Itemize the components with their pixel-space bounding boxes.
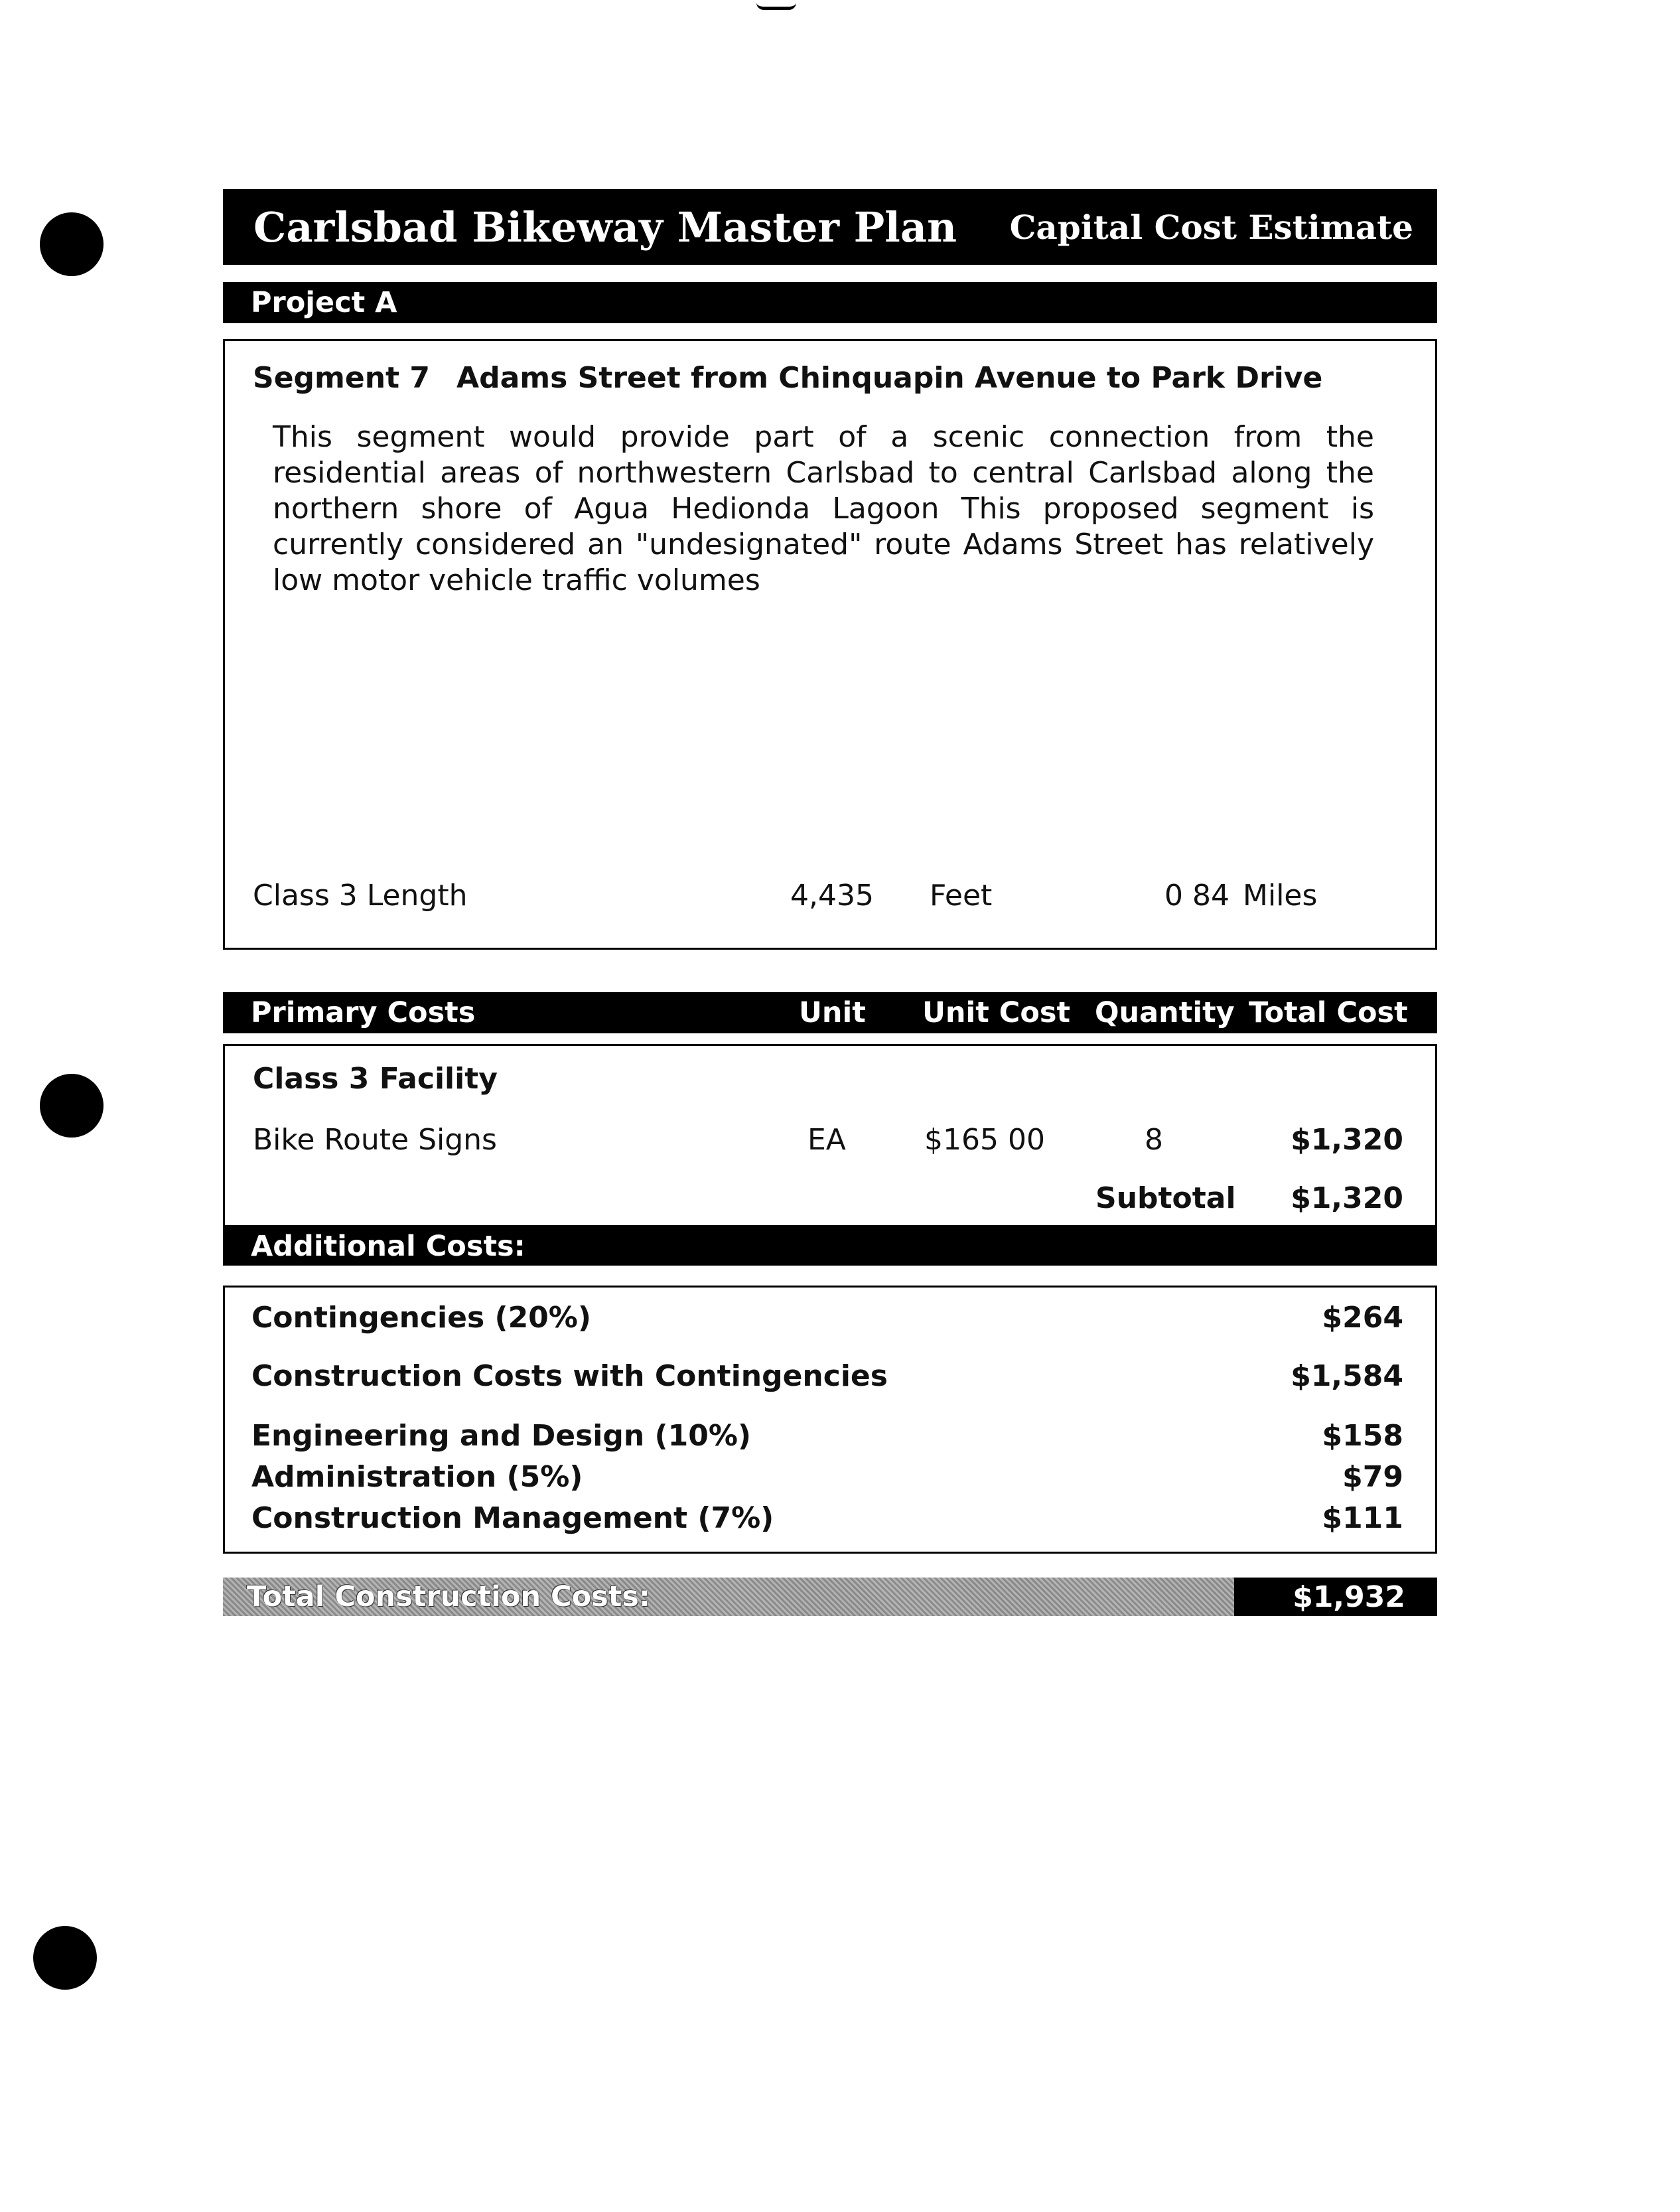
segment-heading bbox=[253, 361, 1322, 395]
segment-number: Segment 7 bbox=[253, 361, 431, 395]
cost-row-label: Contingencies (20%) bbox=[251, 1301, 591, 1335]
cost-row-engineering bbox=[251, 1419, 1403, 1453]
length-feet-value: 4,435 bbox=[790, 879, 874, 913]
title-bar bbox=[223, 189, 1437, 265]
column-quantity: Quantity bbox=[1095, 996, 1235, 1029]
cost-row-value: $1,584 bbox=[1291, 1359, 1403, 1393]
cost-row-value: $79 bbox=[1342, 1460, 1403, 1494]
length-miles-unit: Miles bbox=[1243, 879, 1318, 913]
cost-row-value: $264 bbox=[1322, 1301, 1403, 1335]
cost-row-administration bbox=[251, 1460, 1403, 1494]
additional-costs-box bbox=[223, 1286, 1437, 1554]
facility-label: Class 3 Facility bbox=[253, 1062, 498, 1096]
cost-row-contingencies bbox=[251, 1301, 1403, 1335]
total-label: Total Construction Costs: bbox=[223, 1578, 1234, 1616]
item-unit-cost: $165 00 bbox=[924, 1123, 1045, 1157]
punch-hole-middle bbox=[40, 1074, 104, 1138]
total-bar bbox=[223, 1578, 1437, 1616]
cost-row-label: Engineering and Design (10%) bbox=[251, 1419, 752, 1453]
additional-costs-header bbox=[223, 1227, 1437, 1266]
document-subtitle: Capital Cost Estimate bbox=[1009, 207, 1413, 247]
cost-estimate-sheet bbox=[223, 189, 1437, 1616]
total-value: $1,932 bbox=[1234, 1578, 1437, 1616]
project-label: Project A bbox=[251, 286, 397, 319]
punch-hole-bottom bbox=[33, 1926, 97, 1990]
segment-description: This segment would provide part of a scenic connection from the residential areas of northwestern Carlsbad to central Carlsbad along the northern shore of Agua Hedionda Lagoon This proposed segment is currently considered an "undesignated" route Adams Street has relatively low motor vehicle traffic volumes bbox=[273, 420, 1374, 597]
cost-row-label: Construction Management (7%) bbox=[251, 1501, 774, 1535]
column-unit: Unit bbox=[799, 996, 866, 1029]
segment-box bbox=[223, 339, 1437, 950]
item-name: Bike Route Signs bbox=[253, 1123, 497, 1157]
subtotal-label: Subtotal bbox=[1095, 1181, 1236, 1215]
item-total: $1,320 bbox=[1291, 1123, 1403, 1157]
project-bar bbox=[223, 282, 1437, 323]
subtotal-value: $1,320 bbox=[1291, 1181, 1403, 1215]
cost-row-label: Construction Costs with Contingencies bbox=[251, 1359, 888, 1393]
document-title: Carlsbad Bikeway Master Plan bbox=[253, 202, 957, 252]
cost-row-value: $158 bbox=[1322, 1419, 1403, 1453]
cost-row-label: Administration (5%) bbox=[251, 1460, 583, 1494]
cost-row-value: $111 bbox=[1322, 1501, 1403, 1535]
column-unit-cost: Unit Cost bbox=[922, 996, 1071, 1029]
primary-costs-header bbox=[223, 992, 1437, 1033]
primary-costs-label: Primary Costs bbox=[251, 996, 476, 1029]
length-feet-unit: Feet bbox=[930, 879, 993, 913]
column-total-cost: Total Cost bbox=[1249, 996, 1408, 1029]
cost-row-construction bbox=[251, 1359, 1403, 1393]
segment-name: Adams Street from Chinquapin Avenue to Park Drive bbox=[456, 361, 1323, 395]
primary-costs-box bbox=[223, 1044, 1437, 1227]
length-label: Class 3 Length bbox=[253, 879, 468, 913]
length-miles-value: 0 84 bbox=[1164, 879, 1229, 913]
item-unit: EA bbox=[807, 1123, 846, 1157]
punch-hole-top bbox=[40, 212, 104, 276]
additional-costs-label: Additional Costs: bbox=[251, 1230, 525, 1263]
scan-mark bbox=[756, 3, 796, 10]
item-quantity: 8 bbox=[1145, 1123, 1163, 1157]
cost-row-management bbox=[251, 1501, 1403, 1535]
